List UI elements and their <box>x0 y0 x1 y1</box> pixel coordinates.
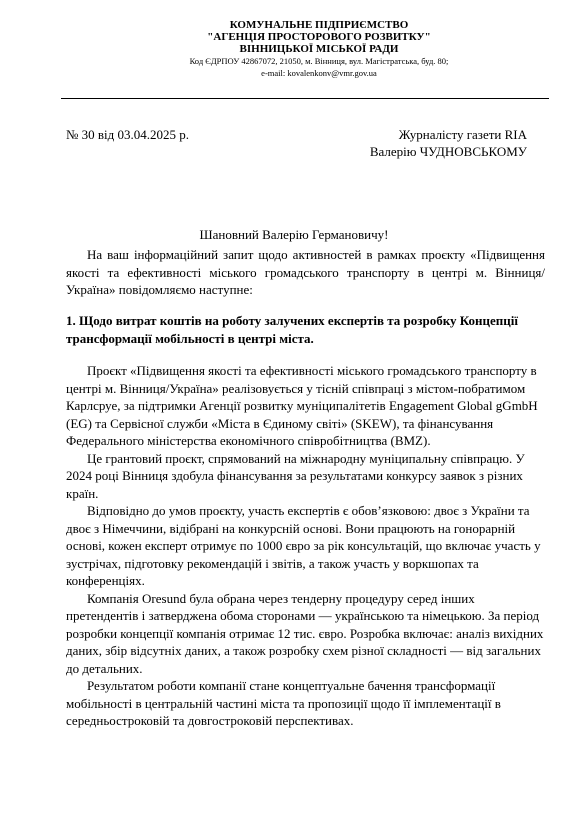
letter-reference: № 30 від 03.04.2025 р. <box>66 127 190 142</box>
org-name-line3: ВІННИЦЬКОЇ МІСЬКОЇ РАДИ <box>239 43 399 55</box>
org-name-line2: "АГЕНЦІЯ ПРОСТОРОВОГО РОЗВИТКУ" <box>207 31 431 43</box>
section-heading: 1. Щодо витрат коштів на роботу залучених експертів та розробку Концепції трансформації мобільності в центрі міста. <box>66 313 518 346</box>
org-name-line1: КОМУНАЛЬНЕ ПІДПРИЄМСТВО <box>229 19 409 31</box>
body-paragraphs <box>66 362 545 730</box>
org-address: Код ЄДРПОУ 42867072, 21050, м. Вінниця, вул. Магістратська, буд. 80; <box>189 56 449 66</box>
body-paragraph: Компанія Oresund була обрана через тендерну процедуру серед інших претендентів і затверджена обома сторонами — українською та німецькою. За період розробки концепції компанія отримає 12 тис. євро. Розробка включає: аналіз вихідних даних, збір відсутніх даних, а також розробку схем різної складності — від загальних до детальних. <box>66 590 544 676</box>
recipient-block <box>370 126 527 160</box>
body-paragraph: Результатом роботи компанії стане концептуальне бачення трансформації мобільності в центральній частині міста та пропозиції щодо її імплементації в середньостроковій та довгостроковій перспективах. <box>66 678 501 728</box>
recipient-line1: Журналісту газети RIA <box>398 127 527 142</box>
greeting: Шановний Валерію Германовичу! <box>199 227 389 242</box>
letterhead-divider <box>61 98 549 99</box>
intro-paragraph: На ваш інформаційний запит щодо активностей в рамках проєкту «Підвищення якості та ефективності міського громадського транспорту в центрі м. Вінниця/Україна» повідомляємо наступне: <box>66 247 545 297</box>
body-paragraph: Проєкт «Підвищення якості та ефективності міського громадського транспорту в центрі м. Вінниця/Україна» реалізовується у тісній співпраці з містом-побратимом Карлсруе, за підтримки Агенції розвитку муніципалітетів Engagement Global gGmbH (EG) та Сервісної служби «Міста в Єдиному світі» (SKEW), та фінансування Федерального міністерства економічного співробітництва (BMZ). <box>66 363 538 448</box>
body-paragraph: Відповідно до умов проєкту, участь експертів є обов’язковою: двоє з України та двоє з Німеччини, відібрані на конкурсній основі. Вони працюють на гонорарній основі, кожен експерт отримує по 1000 євро за рік консультацій, що включає участь у зустрічах, підготовку рекомендацій і звітів, а також участь у воркшопах та конференціях. <box>66 503 541 588</box>
recipient-line2: Валерію ЧУДНОВСЬКОМУ <box>369 144 527 159</box>
org-email: e-mail: kovalenkonv@vmr.gov.ua <box>261 68 377 78</box>
body-paragraph: Це грантовий проєкт, спрямований на міжнародну муніципальну співпрацю. У 2024 році Вінниця здобула фінансування за результатами конкурсу заявок з різних країн. <box>66 450 525 501</box>
